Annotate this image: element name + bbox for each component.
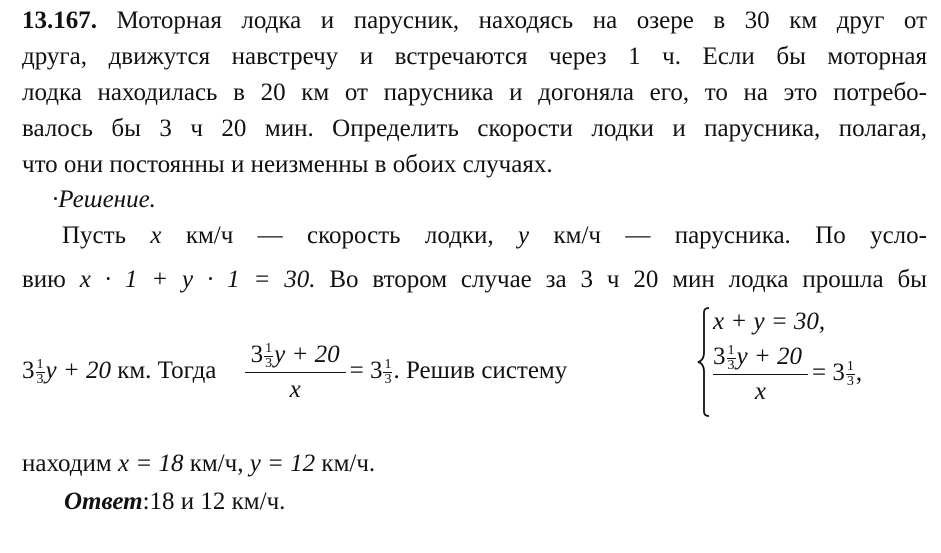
big-fraction-denominator: x: [245, 372, 346, 407]
system-rows: [713, 306, 862, 409]
var-x: x: [150, 222, 162, 249]
expression: y + 20: [45, 357, 111, 385]
frac-num: 1: [727, 342, 735, 358]
text: вию: [22, 266, 80, 293]
text: ,: [855, 359, 863, 387]
equation-1: x · 1 + y · 1 = 30.: [79, 266, 316, 293]
result-x: x = 18: [117, 450, 184, 477]
text: км/ч — парусника. По усло-: [529, 222, 927, 249]
solution-heading: ·Решение.: [52, 186, 156, 213]
problem-line-2: друга, движутся навстречу и встречаются через 1 ч. Если бы моторная: [22, 43, 927, 70]
text: находим: [22, 450, 118, 477]
left-brace-icon: [697, 306, 711, 418]
fraction-one-third: [36, 358, 45, 387]
text: км/ч.: [315, 450, 376, 477]
solution-line-2: [22, 264, 927, 296]
fraction-one-third: [727, 344, 736, 373]
frac-num: 1: [384, 357, 392, 372]
system-fraction-numerator: [713, 340, 808, 374]
big-fraction-numerator: [245, 338, 346, 372]
equals-rhs: = 3: [811, 359, 845, 387]
var-y: y: [518, 222, 530, 249]
system-fraction: [713, 340, 808, 409]
fraction-one-third: [846, 360, 855, 389]
text: Пусть: [62, 222, 151, 249]
equals-rhs: = 3: [349, 357, 383, 385]
big-fraction: [245, 338, 346, 407]
fraction-one-third: [383, 358, 392, 387]
mixed-whole: 3: [713, 343, 726, 370]
system-row-1: x + y = 30,: [713, 308, 826, 335]
problem-text-1: Моторная лодка и парусник, находясь на озере в 30 км друг от: [116, 7, 927, 34]
problem-line-3: лодка находилась в 20 км от парусника и догоняла его, то на это потребо-: [22, 79, 927, 106]
mixed-whole: 3: [22, 357, 35, 385]
result-y: y = 12: [249, 450, 316, 477]
system-fraction-denominator: x: [713, 374, 808, 409]
fraction-one-third: [264, 342, 273, 371]
system-row-2: [713, 340, 862, 409]
text: км/ч,: [183, 450, 250, 477]
frac-num: 1: [265, 340, 273, 356]
frac-num: 1: [846, 359, 854, 374]
frac-den: 3: [846, 374, 854, 389]
frac-num: 1: [36, 357, 44, 372]
problem-line-1: [22, 5, 927, 37]
text: км/ч — скорость лодки,: [161, 222, 519, 249]
frac-den: 3: [265, 355, 273, 371]
text: км. Тогда: [110, 357, 217, 385]
solution-line-4: [22, 448, 927, 480]
expression: y + 20: [736, 343, 802, 370]
solution-line-1: [62, 220, 927, 252]
frac-den: 3: [727, 357, 735, 373]
answer-line: [64, 486, 927, 518]
text: Во втором случае за 3 ч 20 мин лодка прошла бы: [315, 266, 927, 293]
problem-line-4: валось бы 3 ч 20 мин. Определить скорости лодки и парусника, полагая,: [22, 115, 927, 142]
frac-den: 3: [36, 372, 44, 387]
problem-number: 13.167.: [22, 7, 97, 34]
expression: y + 20: [274, 341, 340, 368]
text: . Решив систему: [393, 357, 568, 385]
answer-label: Ответ: [64, 488, 143, 515]
answer-text: :18 и 12 км/ч.: [142, 488, 286, 515]
problem-line-5: что они постоянны и неизменны в обоих случаях.: [22, 151, 553, 178]
frac-den: 3: [384, 372, 392, 387]
mixed-whole: 3: [250, 341, 264, 368]
